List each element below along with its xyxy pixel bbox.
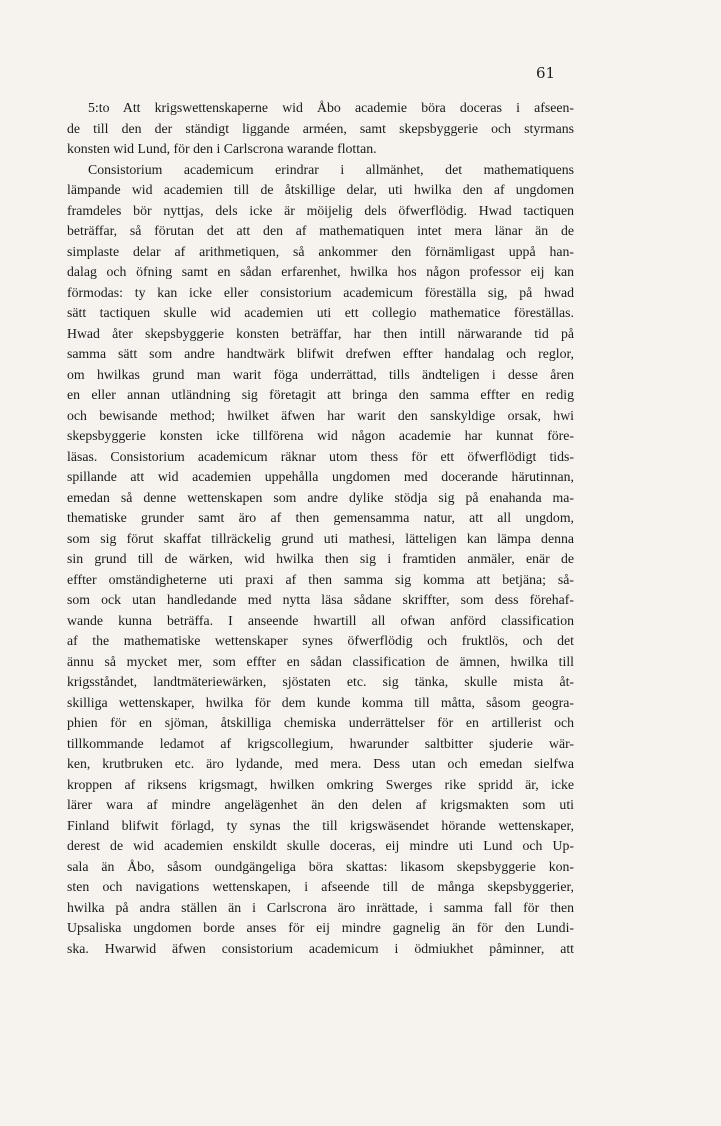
text-line: 5:to Att krigswettenskaperne wid Åbo academie böra doceras i afseen- xyxy=(88,100,574,115)
text-line: effter omständigheterne uti praxi af then samma sig komma att betjäna; så- xyxy=(67,571,574,587)
text-line: Hwad åter skepsbyggerie konsten beträffar, har then intill närwarande tid på xyxy=(67,325,574,341)
text-line: Upsaliska ungdomen borde anses för eij mindre gagnelig än för den Lundi- xyxy=(67,920,574,935)
text-line: af the mathematiske wettenskaper synes öfwerflödig och fruktlös, och det xyxy=(67,633,574,648)
text-line: om hwilkas grund man warit föga underrättad, tills ändteligen i desse åren xyxy=(67,366,574,382)
text-line: simplaste delar af arithmetiquen, så ankommer den förnämligast uppå han- xyxy=(67,243,574,259)
text-line: ska. Hwarwid äfwen consistorium academicum i ödmiukhet påminner, att xyxy=(67,940,574,956)
text-line: dalag och öfning samt en sådan erfarenhet, hwilka hos någon professor eij kan xyxy=(67,264,574,279)
text-line: Consistorium academicum erindrar i allmänhet, det mathematiquens xyxy=(88,161,574,177)
text-line: ken, krutbruken etc. äro lydande, med mera. Dess utan och emedan sielfwa xyxy=(67,756,574,771)
text-line: krigsståndet, landtmäteriewärken, sjöstaten etc. sig tänka, skulle mista åt- xyxy=(67,674,574,689)
text-line: samma sätt som andre handtwärk blifwit drefwen effter handalag och reglor, xyxy=(67,346,574,361)
text-line: förmodas: ty kan icke eller consistorium academicum föreställa sig, på hwad xyxy=(67,284,574,300)
text-line: en eller annan utländning sig företagit att bringa den samma effter en redig xyxy=(67,387,574,402)
text-line: sala än Åbo, såsom oundgängeliga böra skattas: likasom skepsbyggerie kon- xyxy=(67,858,574,874)
text-line: lärer wara af mindre angelägenhet än den delen af krigsmakten som uti xyxy=(67,797,574,812)
body-text xyxy=(67,98,574,959)
text-line: sin grund till de wärken, wid hwilka then sig i framtiden anmäler, enär de xyxy=(67,551,574,566)
text-line: framdeles bör nyttjas, dels icke är möijelig dels öfwerflödig. Hwad tactiquen xyxy=(67,202,574,218)
page-number: 61 xyxy=(536,64,556,82)
text-line: sätt tactiquen skulle wid academien uti ett collegio mathematice föreställas. xyxy=(67,305,574,320)
text-line: lämpande wid academien till de åtskillige delar, uti hwilka den af ungdomen xyxy=(67,182,574,197)
text-line: ännu så mycket mer, som effter en sådan classification de ämnen, hwilka till xyxy=(67,653,574,669)
text-line: kroppen af riksens krigsmagt, hwilken omkring Swerges rike spridd är, icke xyxy=(67,776,574,792)
text-line: skepsbyggerie konsten icke tillförena wid någon academie har kunnat före- xyxy=(67,428,574,443)
text-line: beträffar, så förutan det att den af mathematiquen intet mera länar än de xyxy=(67,223,574,238)
text-line: spillande att wid academien uppehålla ungdomen med docerande härutinnan, xyxy=(67,469,574,484)
text-line: som ock utan handledande med nytta läsa sådane skriffter, som dess förehaf- xyxy=(67,592,574,607)
text-line: sten och navigations wettenskapen, i afseende till de många skepsbyggerier, xyxy=(67,879,574,894)
text-line: thematiske grunder samt äro af then gemensamma natur, att all ungdom, xyxy=(67,510,574,525)
text-line: som sig förut skaffat tillräckelig grund uti mathesi, lätteligen kan lämpa denna xyxy=(67,530,574,546)
text-line: och bewisande method; hwilket äfwen har warit den sanskyldige orsak, hwi xyxy=(67,407,574,423)
text-line: wande kunna beträffa. I anseende hwartill all ofwan anförd classification xyxy=(67,612,574,628)
text-line: de till den der ständigt liggande arméen, samt skepsbyggerie och styrmans xyxy=(67,120,574,136)
text-line: läsas. Consistorium academicum räknar utom thess för ett öfwerflödigt tids- xyxy=(67,448,574,464)
text-line: hwilka på andra ställen än i Carlscrona äro inrättade, i samma fall för then xyxy=(67,899,574,915)
text-line: skilliga wettenskaper, hwilka för dem kunde komma till måtta, såsom geogra- xyxy=(67,694,574,710)
text-line: konsten wid Lund, för den i Carlscrona warande flottan. xyxy=(67,141,377,156)
text-line: Finland blifwit förlagd, ty synas the till krigswäsendet hörande wettenskaper, xyxy=(67,817,574,833)
text-line: derest de wid academien enskildt skulle doceras, eij mindre uti Lund och Up- xyxy=(67,838,574,853)
text-line: tillkommande ledamot af krigscollegium, hwarunder saltbitter sjuderie wär- xyxy=(67,735,574,751)
text-line: emedan så denne wettenskapen som andre dylike stödja sig på enahanda ma- xyxy=(67,489,574,505)
text-line: phien för en sjöman, åtskilliga chemiska underrättelser för en artillerist och xyxy=(67,715,574,730)
